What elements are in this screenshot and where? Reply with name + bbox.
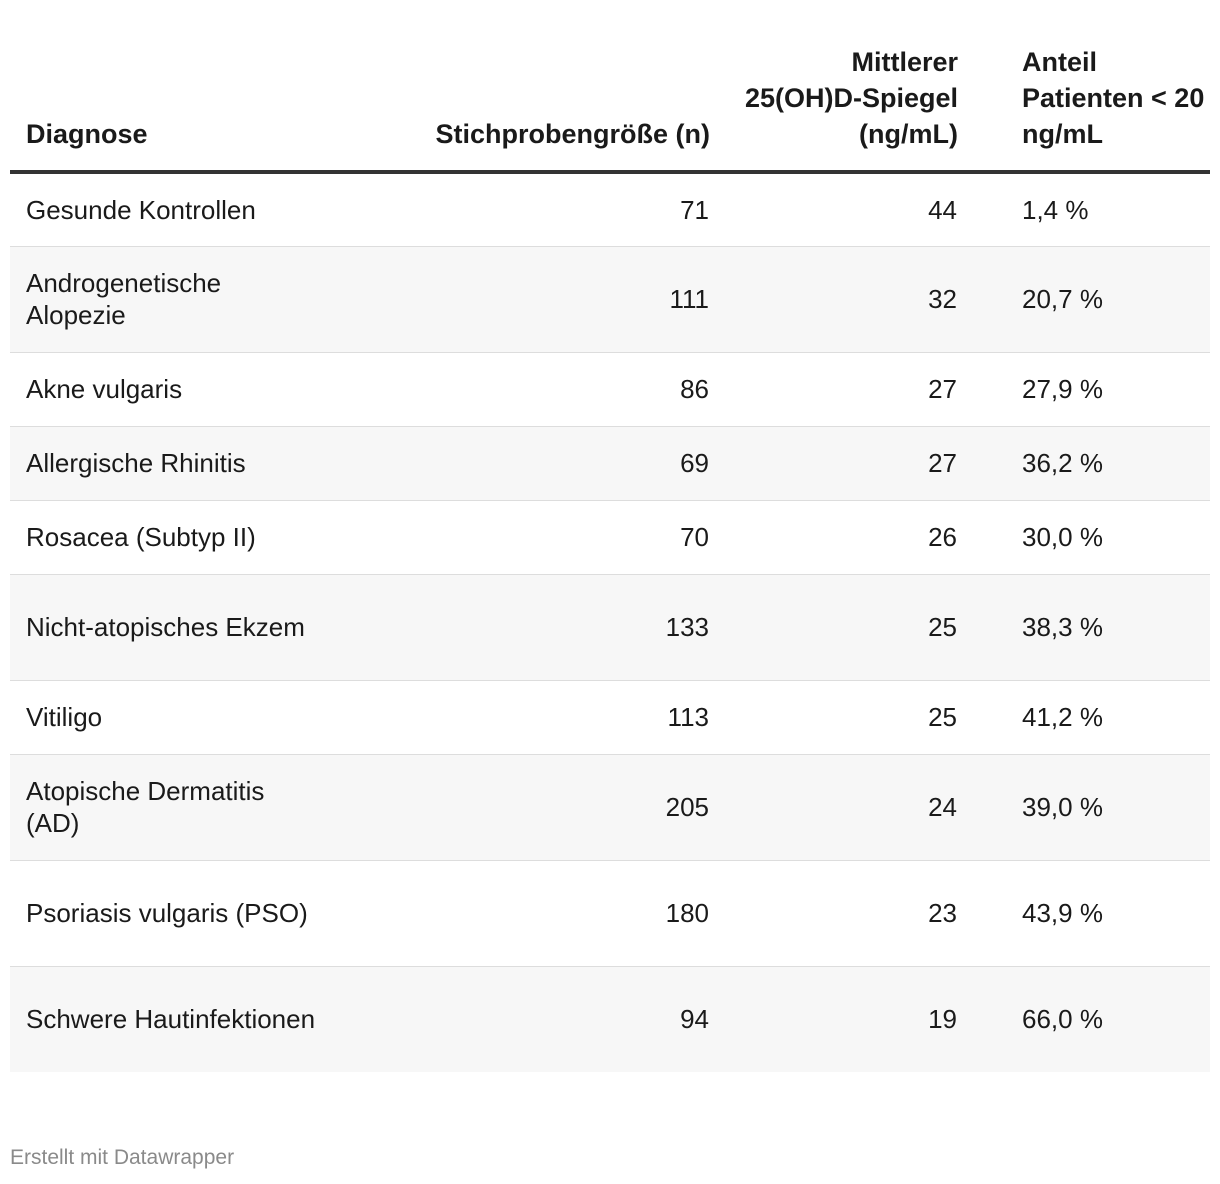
cell-diagnose: Gesunde Kontrollen [10, 172, 360, 246]
cell-share-below-20: 36,2 % [958, 426, 1210, 500]
table-row [10, 754, 1210, 860]
cell-diagnose: Akne vulgaris [10, 352, 360, 426]
datawrapper-credit: Erstellt mit Datawrapper [10, 1146, 235, 1169]
data-table-container [10, 0, 1210, 1072]
cell-sample-size: 111 [360, 246, 710, 352]
data-table [10, 0, 1210, 1072]
cell-sample-size: 205 [360, 754, 710, 860]
cell-sample-size: 71 [360, 172, 710, 246]
table-row [10, 680, 1210, 754]
cell-share-below-20: 43,9 % [958, 860, 1210, 966]
cell-mean-level: 27 [710, 352, 958, 426]
cell-diagnose: Androgenetische Alopezie [10, 246, 360, 352]
column-header-share-below-20[interactable]: Anteil Patienten < 20 ng/mL [958, 0, 1210, 172]
cell-sample-size: 180 [360, 860, 710, 966]
cell-mean-level: 25 [710, 574, 958, 680]
table-row [10, 500, 1210, 574]
cell-mean-level: 24 [710, 754, 958, 860]
cell-diagnose: Rosacea (Subtyp II) [10, 500, 360, 574]
cell-mean-level: 25 [710, 680, 958, 754]
cell-sample-size: 113 [360, 680, 710, 754]
cell-sample-size: 86 [360, 352, 710, 426]
cell-share-below-20: 27,9 % [958, 352, 1210, 426]
cell-mean-level: 27 [710, 426, 958, 500]
cell-diagnose: Psoriasis vulgaris (PSO) [10, 860, 360, 966]
cell-sample-size: 70 [360, 500, 710, 574]
column-header-mean-level[interactable]: Mittlerer 25(OH)D-Spiegel (ng/mL) [710, 0, 958, 172]
cell-mean-level: 26 [710, 500, 958, 574]
cell-mean-level: 44 [710, 172, 958, 246]
cell-share-below-20: 20,7 % [958, 246, 1210, 352]
column-header-sample-size[interactable]: Stichprobengröße (n) [360, 0, 710, 172]
cell-diagnose: Atopische Dermatitis (AD) [10, 754, 360, 860]
cell-mean-level: 23 [710, 860, 958, 966]
table-row [10, 246, 1210, 352]
cell-sample-size: 69 [360, 426, 710, 500]
table-row [10, 860, 1210, 966]
cell-sample-size: 133 [360, 574, 710, 680]
cell-sample-size: 94 [360, 966, 710, 1072]
cell-diagnose: Schwere Hautinfektionen [10, 966, 360, 1072]
cell-share-below-20: 41,2 % [958, 680, 1210, 754]
cell-share-below-20: 38,3 % [958, 574, 1210, 680]
table-row [10, 172, 1210, 246]
cell-share-below-20: 66,0 % [958, 966, 1210, 1072]
table-body [10, 172, 1210, 1072]
cell-share-below-20: 30,0 % [958, 500, 1210, 574]
cell-diagnose: Nicht-atopisches Ekzem [10, 574, 360, 680]
cell-share-below-20: 39,0 % [958, 754, 1210, 860]
cell-diagnose: Allergische Rhinitis [10, 426, 360, 500]
cell-mean-level: 19 [710, 966, 958, 1072]
table-row [10, 352, 1210, 426]
table-row [10, 966, 1210, 1072]
table-row [10, 574, 1210, 680]
cell-diagnose: Vitiligo [10, 680, 360, 754]
table-row [10, 426, 1210, 500]
table-header-row [10, 0, 1210, 172]
column-header-diagnose[interactable]: Diagnose [10, 0, 360, 172]
cell-share-below-20: 1,4 % [958, 172, 1210, 246]
cell-mean-level: 32 [710, 246, 958, 352]
